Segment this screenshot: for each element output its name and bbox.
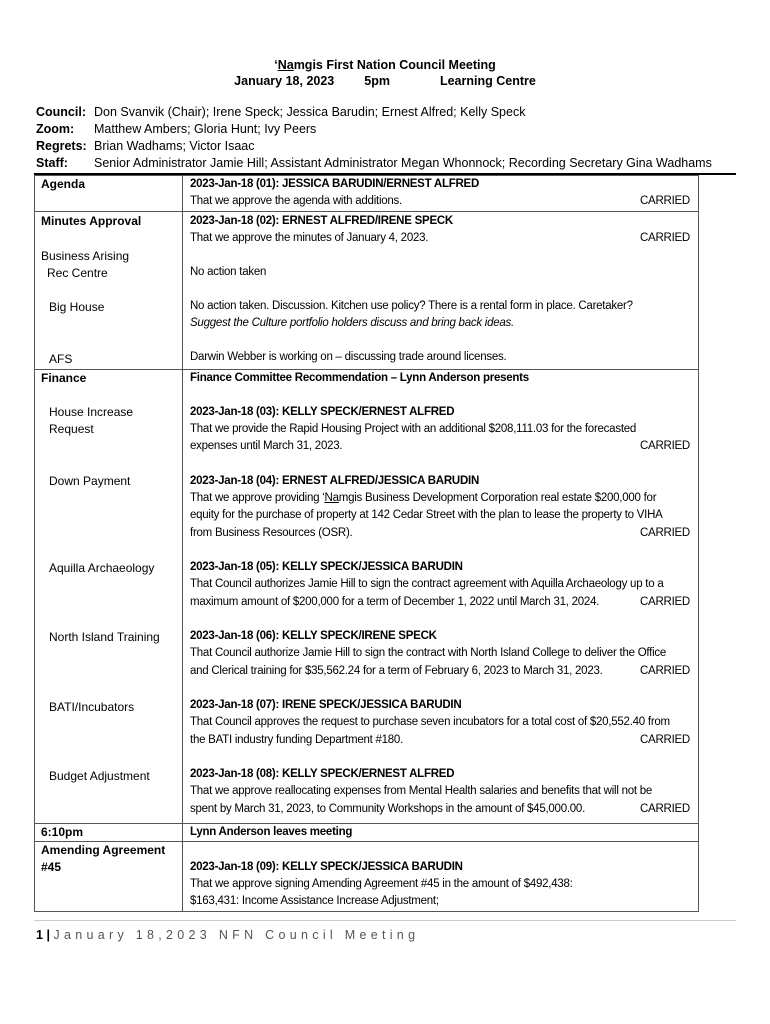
time-note: Lynn Anderson leaves meeting	[190, 825, 353, 838]
motion-text: That we provide the Rapid Housing Project with an additional $208,111.03 for the forecasted	[190, 422, 637, 435]
section-label-amending: Amending Agreement	[41, 842, 166, 857]
meeting-date-line	[0, 73, 770, 89]
section-label-minutes: Minutes Approval	[41, 213, 142, 228]
table-row	[35, 823, 699, 841]
status-carried: CARRIED	[639, 802, 690, 815]
page-number: 1	[36, 928, 43, 942]
item-label-aquilla: Aquilla Archaeology	[49, 560, 155, 575]
motion-text: equity for the purchase of property at 142 Cedar Street with the plan to lease the property to VIHA	[190, 509, 663, 521]
motion-heading: 2023-Jan-18 (06): KELLY SPECK/IRENE SPECK	[190, 630, 437, 642]
rec-centre-text: No action taken	[190, 266, 267, 278]
status-carried: CARRIED	[639, 526, 690, 539]
item-label-big-house: Big House	[49, 299, 105, 314]
motion-text: the BATI industry funding Department #180.	[190, 733, 404, 746]
meeting-title: ‘Namgis First Nation Council Meeting	[274, 58, 496, 72]
motion-text: That we approve providing ‘Namgis Business Development Corporation real estate $200,000 for	[190, 491, 657, 504]
motion-text: That Council approves the request to purchase seven incubators for a total cost of $20,552.40 from	[190, 716, 670, 728]
motion-text: That we approve the minutes of January 4, 2023.	[190, 231, 429, 244]
motion-text: $163,431: Income Assistance Increase Adjustment;	[190, 895, 439, 907]
status-carried: CARRIED	[639, 595, 690, 608]
section-label-finance: Finance	[41, 370, 87, 385]
attendance-staff: Staff: Senior Administrator Jamie Hill; Assistant Administrator Megan Whonnock; Recording Secretary Gina Wadhams	[36, 156, 712, 170]
big-house-text: No action taken. Discussion. Kitchen use policy? There is a rental form in place. Caretaker?	[190, 299, 633, 312]
page-footer	[36, 928, 419, 942]
motion-text: That Council authorize Jamie Hill to sign the contract with North Island College to deliver the Office	[190, 647, 667, 659]
afs-text: Darwin Webber is working on – discussing trade around licenses.	[190, 350, 507, 363]
footer-divider	[34, 920, 736, 921]
motion-text: and Clerical training for $35,562.24 for a term of February 6, 2023 to March 31, 2023.	[190, 664, 603, 677]
motion-heading: 2023-Jan-18 (07): IRENE SPECK/JESSICA BARUDIN	[190, 699, 462, 711]
meeting-date: January 18, 2023	[234, 74, 335, 88]
status-carried: CARRIED	[639, 231, 690, 244]
item-label-bati: BATI/Incubators	[49, 699, 135, 714]
motion-text: That Council authorizes Jamie Hill to sign the contract agreement with Aquilla Archaeology up to a	[190, 578, 664, 590]
motion-heading: 2023-Jan-18 (02): ERNEST ALFRED/IRENE SPECK	[190, 214, 453, 227]
motion-text: from Business Resources (OSR).	[190, 526, 353, 539]
motion-text: That we approve signing Amending Agreement #45 in the amount of $492,438:	[190, 877, 573, 890]
section-label-agenda: Agenda	[41, 177, 86, 191]
motion-heading: 2023-Jan-18 (01): JESSICA BARUDIN/ERNEST ALFRED	[190, 178, 480, 190]
status-carried: CARRIED	[639, 664, 690, 677]
status-carried: CARRIED	[639, 733, 690, 746]
motion-text: That we approve the agenda with additions.	[190, 195, 402, 207]
minutes-table	[34, 175, 699, 912]
finance-heading: Finance Committee Recommendation – Lynn Anderson presents	[190, 371, 529, 384]
footer-text: January 18,2023 NFN Council Meeting	[53, 928, 420, 942]
item-label-afs: AFS	[49, 351, 73, 366]
motion-text: That we approve reallocating expenses from Mental Health salaries and benefits that will not be	[190, 785, 653, 797]
motion-heading: 2023-Jan-18 (08): KELLY SPECK/ERNEST ALFRED	[190, 768, 455, 780]
table-row	[35, 211, 699, 369]
status-carried: CARRIED	[639, 440, 690, 452]
item-label-down-payment: Down Payment	[49, 473, 131, 488]
motion-text: maximum amount of $200,000 for a term of December 1, 2022 until March 31, 2024.	[190, 595, 600, 608]
attendance-regrets: Regrets: Brian Wadhams; Victor Isaac	[36, 139, 255, 153]
meeting-location: Learning Centre	[439, 74, 536, 88]
attendance-council: Council: Don Svanvik (Chair); Irene Speck; Jessica Barudin; Ernest Alfred; Kelly Speck	[36, 105, 526, 119]
section-label-amending-number: #45	[41, 859, 62, 874]
item-label-budget: Budget Adjustment	[49, 768, 150, 783]
section-label-time: 6:10pm	[41, 824, 84, 839]
meeting-title-block	[0, 57, 770, 89]
item-label-north-island: North Island Training	[49, 629, 160, 644]
attendance-list	[36, 104, 712, 172]
motion-heading: 2023-Jan-18 (05): KELLY SPECK/JESSICA BARUDIN	[190, 561, 463, 573]
attendance-zoom: Zoom: Matthew Ambers; Gloria Hunt; Ivy Peers	[36, 122, 317, 136]
motion-text: expenses until March 31, 2023.	[190, 440, 343, 452]
item-label-request: Request	[49, 421, 94, 436]
meeting-time: 5pm	[364, 74, 390, 88]
motion-heading: 2023-Jan-18 (03): KELLY SPECK/ERNEST ALFRED	[190, 405, 455, 418]
table-row	[35, 841, 699, 911]
motion-heading: 2023-Jan-18 (04): ERNEST ALFRED/JESSICA BARUDIN	[190, 474, 480, 487]
section-label-business: Business Arising	[41, 248, 130, 263]
status-carried: CARRIED	[639, 195, 690, 207]
table-row	[35, 369, 699, 823]
motion-text: spent by March 31, 2023, to Community Workshops in the amount of $45,000.00.	[190, 802, 586, 815]
footer-separator: |	[46, 928, 50, 942]
item-label-rec-centre: Rec Centre	[47, 265, 108, 280]
big-house-note: Suggest the Culture portfolio holders discuss and bring back ideas.	[190, 317, 514, 329]
table-row	[35, 176, 699, 212]
motion-heading: 2023-Jan-18 (09): KELLY SPECK/JESSICA BARUDIN	[190, 860, 463, 873]
item-label-house-increase: House Increase	[49, 404, 134, 419]
